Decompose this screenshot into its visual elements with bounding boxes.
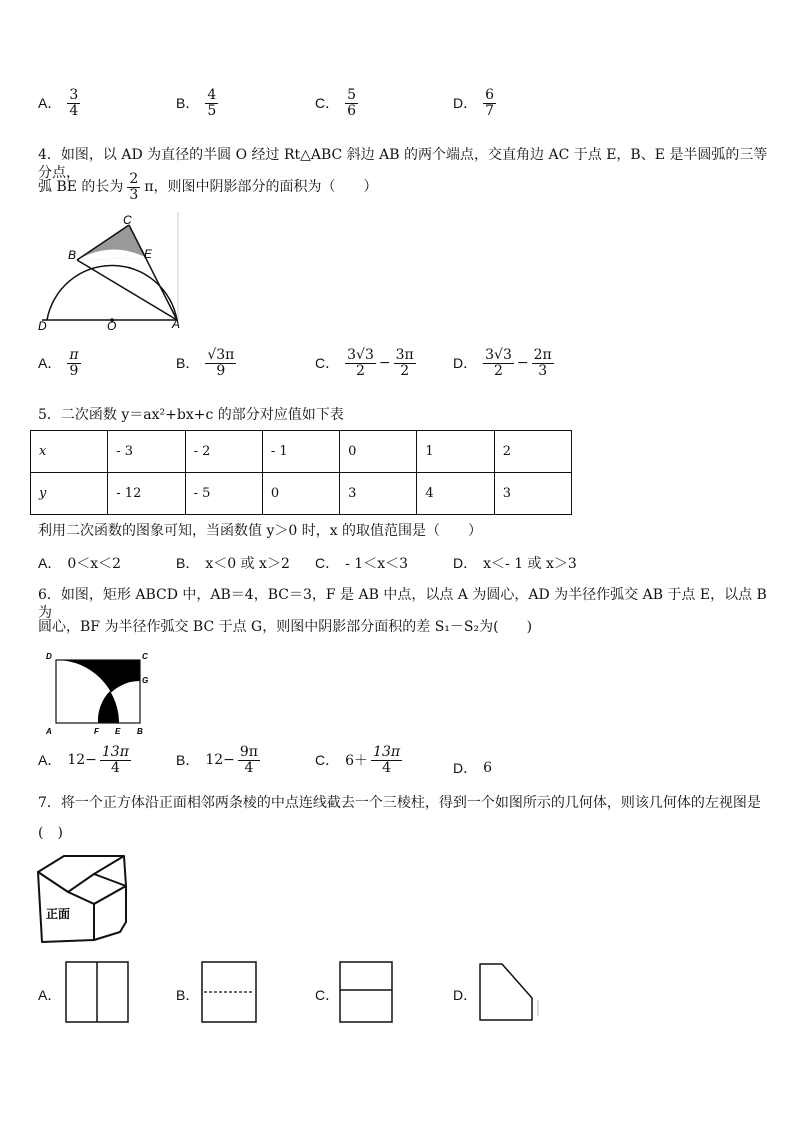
option-label: D．	[453, 355, 478, 372]
option-text: 0＜x＜2	[67, 556, 122, 572]
q3-option-b[interactable]	[176, 88, 218, 118]
option-label: A．	[38, 95, 62, 112]
fraction: $\frac{6}{7}$	[485, 87, 495, 119]
q5-stem: 5．二次函数 y＝ax²+bx+c 的部分对应值如下表	[38, 407, 344, 423]
option-label: B．	[176, 752, 200, 769]
option-label: B．	[176, 555, 200, 571]
table-cell: 3	[340, 473, 417, 515]
table-row	[31, 473, 572, 515]
table-cell: 1	[417, 431, 494, 473]
option-label: A．	[38, 987, 62, 1003]
q7-option-d[interactable]	[453, 985, 477, 1005]
q4-option-b[interactable]	[176, 348, 236, 378]
option-label: C．	[315, 355, 340, 372]
fraction: $\frac{\pi}{9}$	[69, 347, 79, 379]
q7-stem-line1: 7．将一个正方体沿正面相邻两条棱的中点连线截去一个三棱柱，得到一个如图所示的几何体，则该几何体的左视图是	[38, 795, 761, 811]
option-label: B．	[176, 987, 200, 1003]
option-label: B．	[176, 95, 200, 112]
q5-option-a[interactable]	[38, 553, 121, 573]
table-cell: - 12	[108, 473, 185, 515]
fraction: $\frac{2}{3}$	[129, 171, 139, 203]
label-c: C	[123, 213, 132, 227]
fraction: $\frac{3}{4}$	[69, 87, 79, 119]
q4-stem-line1: 4．如图，以 AD 为直径的半圆 O 经过 Rt△ABC 斜边 AB 的两个端点，交直角边 AC 于点 E，B、E 是半圆弧的三等分点，	[38, 147, 768, 181]
option-label: C．	[315, 987, 340, 1003]
q7-option-b[interactable]	[176, 985, 199, 1005]
q4-option-d[interactable]	[453, 348, 554, 378]
option-text: x＜0 或 x＞2	[205, 556, 290, 572]
q7-option-b-view	[200, 960, 260, 1024]
q4-figure	[30, 212, 190, 334]
table-cell: - 1	[262, 431, 339, 473]
expression: $\frac{3√3}{2}$ − $\frac{3\pi}{2}$	[347, 347, 414, 379]
option-label: A．	[38, 355, 62, 372]
label-b: B	[68, 248, 77, 262]
table-cell: - 5	[185, 473, 262, 515]
q5-value-table	[30, 430, 572, 515]
table-cell: - 3	[108, 431, 185, 473]
q4-text: 弧 BE 的长为	[38, 179, 124, 196]
q7-option-d-view	[476, 960, 542, 1024]
label-a: A	[46, 727, 52, 736]
table-cell: 4	[417, 473, 494, 515]
q4-text: π，则图中阴影部分的面积为（ ）	[144, 179, 378, 196]
label-a: A	[172, 317, 181, 331]
q7-option-c[interactable]	[315, 985, 339, 1005]
q7-solid-figure	[34, 852, 134, 944]
option-label: B．	[176, 355, 200, 372]
option-text: - 1＜x＜3	[345, 556, 409, 572]
option-label: C．	[315, 95, 340, 112]
label-o: O	[107, 319, 117, 333]
q6-option-d[interactable]	[453, 758, 492, 778]
q5-question: 利用二次函数的图象可知，当函数值 y＞0 时，x 的取值范围是（ ）	[38, 523, 483, 539]
table-row	[31, 431, 572, 473]
label-f: F	[94, 727, 99, 736]
option-label: D．	[453, 760, 478, 776]
q6-option-a[interactable]	[38, 745, 131, 775]
table-cell: - 2	[185, 431, 262, 473]
label-e: E	[144, 247, 153, 261]
option-label: D．	[453, 555, 478, 571]
front-face-label: 正面	[46, 907, 71, 921]
label-c: C	[142, 652, 148, 661]
table-cell: 0	[262, 473, 339, 515]
option-label: C．	[315, 752, 340, 769]
fraction: $\frac{4}{5}$	[207, 87, 217, 119]
q5-option-d[interactable]	[453, 553, 577, 573]
q7-option-a[interactable]	[38, 985, 61, 1005]
expression: $\frac{3√3}{2}$ − $\frac{2\pi}{3}$	[485, 347, 552, 379]
q4-stem-line2	[38, 172, 378, 202]
fraction: $\frac{√3\pi}{9}$	[207, 347, 235, 379]
label-e: E	[115, 727, 121, 736]
label-g: G	[142, 676, 149, 685]
q7-option-c-view	[338, 960, 396, 1024]
q3-option-c[interactable]	[315, 88, 358, 118]
table-cell: x	[31, 431, 108, 473]
fraction: $\frac{5}{6}$	[347, 87, 357, 119]
label-d: D	[46, 652, 52, 661]
q6-figure	[44, 650, 154, 738]
option-label: C．	[315, 555, 340, 571]
expression: 6＋ $\frac{13\pi}{4}$	[345, 744, 401, 776]
option-label: A．	[38, 555, 62, 571]
q3-option-d[interactable]	[453, 88, 496, 118]
option-label: A．	[38, 752, 62, 769]
option-text: x＜- 1 或 x＞3	[483, 556, 577, 572]
q7-stem-line2: ( )	[38, 825, 63, 841]
expression: 12− $\frac{9\pi}{4}$	[205, 744, 258, 776]
label-b: B	[137, 727, 143, 736]
q5-option-c[interactable]	[315, 553, 408, 573]
table-cell: y	[31, 473, 108, 515]
table-cell: 3	[494, 473, 571, 515]
table-cell: 0	[340, 431, 417, 473]
option-text: 6	[483, 760, 493, 776]
label-d: D	[38, 319, 47, 333]
expression: 12− $\frac{13\pi}{4}$	[67, 744, 129, 776]
q4-option-a[interactable]	[38, 348, 81, 378]
q6-option-b[interactable]	[176, 745, 260, 775]
q3-option-a[interactable]	[38, 88, 80, 118]
q6-stem-line2: 圆心，BF 为半径作弧交 BC 于点 G，则图中阴影部分面积的差 S₁－S₂为( )	[38, 619, 533, 635]
option-label: D．	[453, 987, 478, 1003]
q6-option-c[interactable]	[315, 745, 402, 775]
table-cell: 2	[494, 431, 571, 473]
q4-option-c[interactable]	[315, 348, 416, 378]
q6-stem-line1: 6．如图，矩形 ABCD 中，AB＝4，BC＝3，F 是 AB 中点，以点 A 为圆心，AD 为半径作弧交 AB 于点 E，以点 B 为	[38, 587, 767, 621]
option-label: D．	[453, 95, 478, 112]
q5-option-b[interactable]	[176, 553, 290, 573]
q7-option-a-view	[64, 960, 132, 1024]
